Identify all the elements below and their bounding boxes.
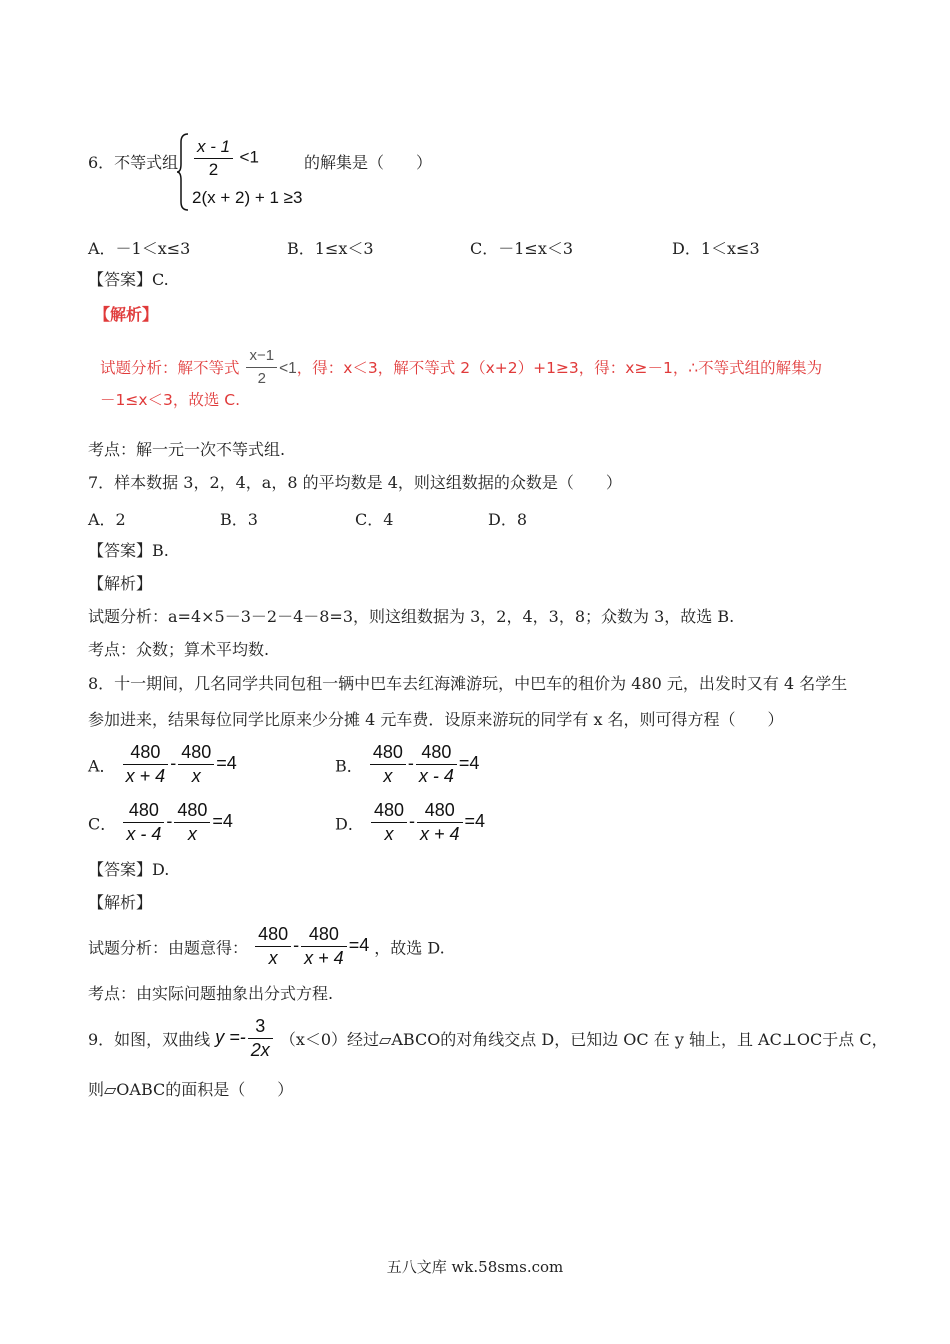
q8-analysis-title: 【解析】 [88,893,153,912]
q8-point: 考点：由实际问题抽象出分式方程. [88,984,334,1003]
q7-option-b: B．3 [220,510,258,529]
q8-analysis: 试题分析：由题意得： $\frac{480}{x}$ - $\frac{480}{x + 4}$ =4 ，故选 D. [88,924,445,968]
q8-option-a: A． $\frac{480}{x + 4}$ - $\frac{480}{x}$ =4 [88,742,237,786]
q8-stem-line2: 参加进来，结果每位同学比原来少分摊 4 元车费．设原来游玩的同学有 x 名，则可得方程（ ） [88,710,784,729]
q6-option-a: A．－1＜x≤3 [88,239,191,258]
q8-option-d: D． $\frac{480}{x}$ - $\frac{480}{x + 4}$ =4 [335,800,486,844]
q6-inequality-2: 2(x + 2) + 1 ≥3 [192,188,303,207]
q9-stem-line2: 则▱OABC的面积是（ ） [88,1080,294,1099]
q6-analysis-line1: 试题分析：解不等式 $\frac{x-1}{2}$ <1，得：x＜3，解不等式 2（x+2）+1≥3，得：x≥－1，∴不等式组的解集为 [100,347,823,387]
q7-option-d: D．8 [488,510,528,529]
q8-answer: 【答案】D. [88,860,170,879]
q8-option-c: C． $\frac{480}{x - 4}$ - $\frac{480}{x}$ =4 [88,800,233,844]
q8-stem-line1: 8．十一期间，几名同学共同包租一辆中巴车去红海滩游玩，中巴车的租价为 480 元，出发时又有 4 名学生 [88,674,848,693]
q6-answer: 【答案】C. [88,270,169,289]
q6-point: 考点：解一元一次不等式组. [88,440,286,459]
q9-stem-line1: 9．如图，双曲线 y =- $\frac{3}{2x}$ （x＜0）经过▱ABCO的对角线交点 D，已知边 OC 在 y 轴上，且 AC⊥OC于点 C， [88,1016,888,1060]
q6-option-d: D．1＜x≤3 [672,239,760,258]
q7-analysis-title: 【解析】 [88,574,153,593]
q6-analysis-line2: －1≤x＜3，故选 C. [100,391,241,409]
q6-number: 6．不等式组 [88,153,179,172]
q6-stem-tail: 的解集是（ ） [304,153,433,172]
q6-inequality-1: $\frac{x - 1}{2}$ <1 [192,137,259,180]
q7-option-c: C．4 [355,510,394,529]
q7-answer: 【答案】B. [88,541,169,560]
q7-point: 考点：众数；算术平均数. [88,640,270,659]
q6-option-c: C．－1≤x＜3 [470,239,574,258]
system-brace [176,132,190,212]
q7-analysis: 试题分析：a=4×5－3－2－4－8=3，则这组数据为 3，2，4，3，8；众数为 3，故选 B. [88,607,735,626]
q7-stem: 7．样本数据 3，2，4，a，8 的平均数是 4，则这组数据的众数是（ ） [88,473,622,492]
q6-option-b: B．1≤x＜3 [287,239,374,258]
q8-option-b: B． $\frac{480}{x}$ - $\frac{480}{x - 4}$ =4 [335,742,480,786]
q6-analysis-title: 【解析】 [94,305,159,324]
q7-option-a: A．2 [88,510,126,529]
footer-watermark: 五八文库 wk.58sms.com [386,1258,564,1276]
